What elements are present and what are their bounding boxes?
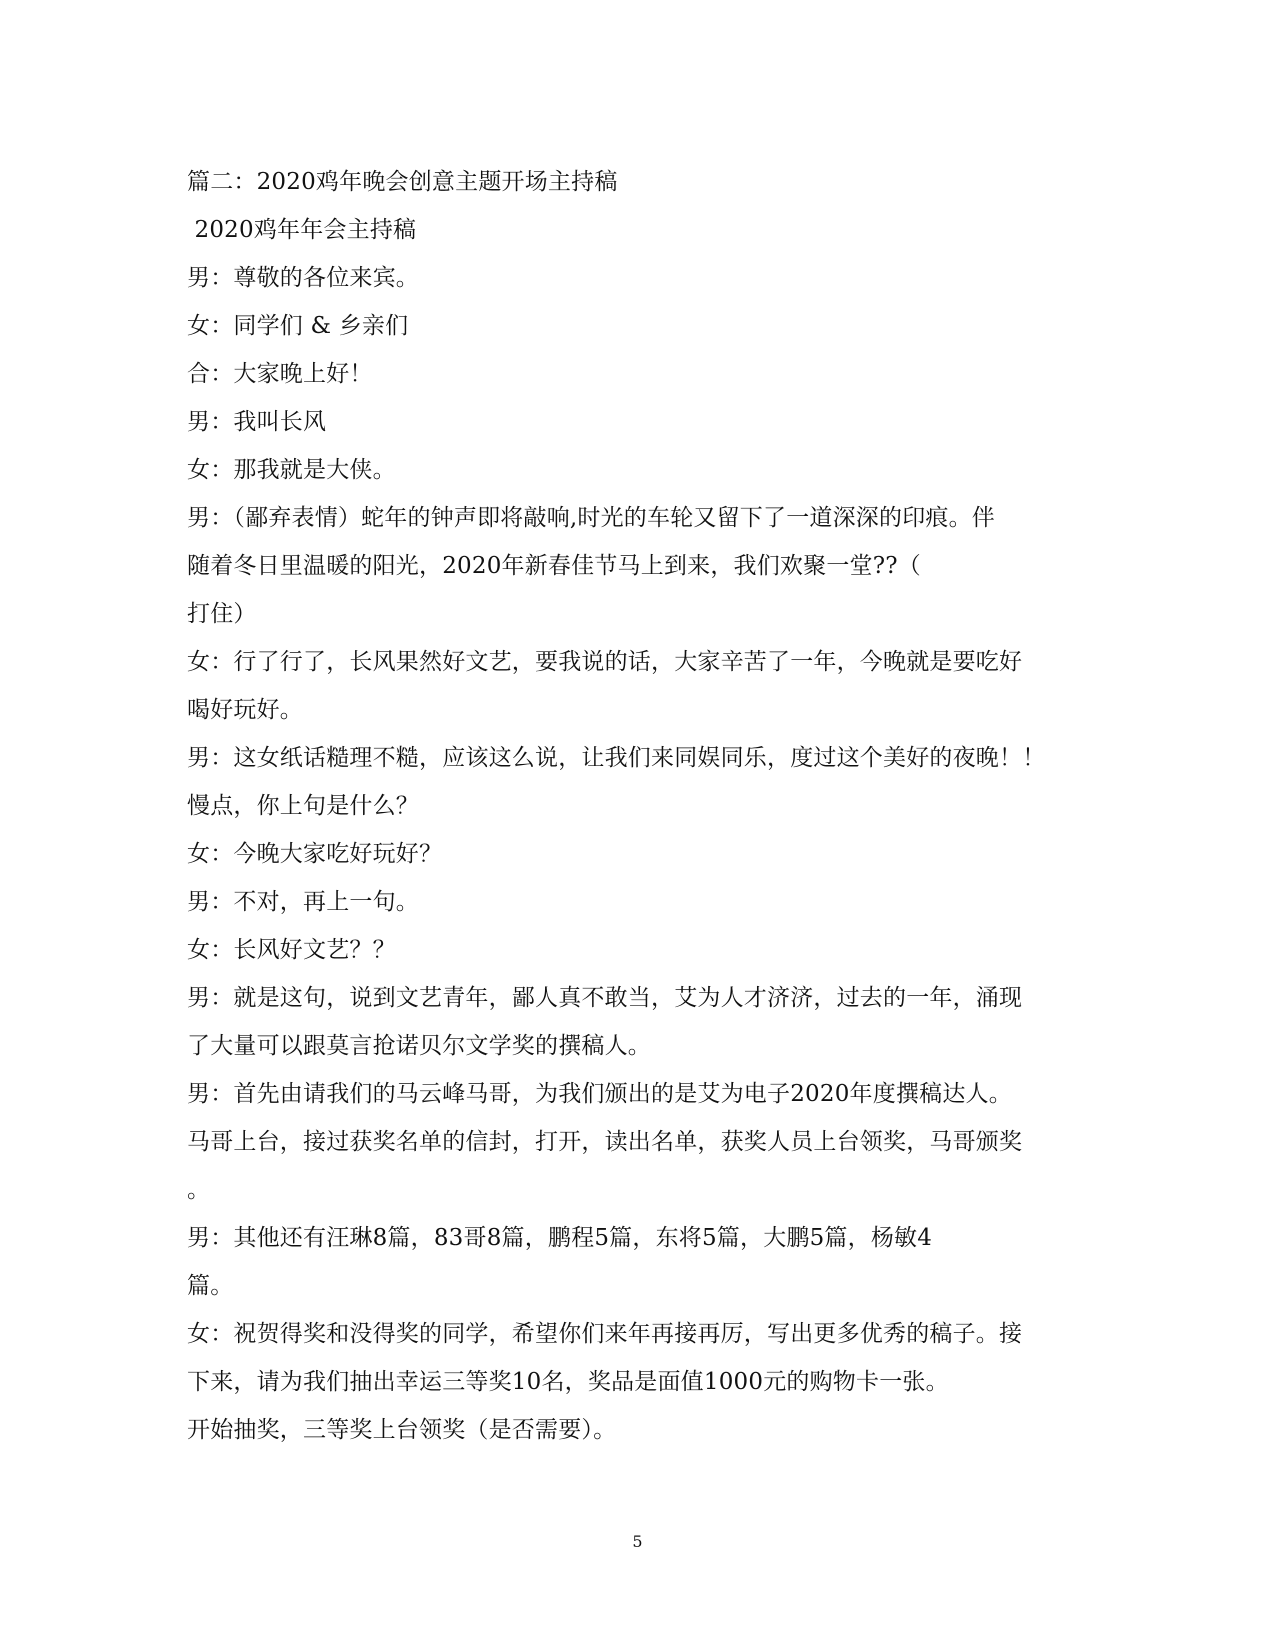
text-line: 下来，请为我们抽出幸运三等奖10名，奖品是面值1000元的购物卡一张。 (187, 1369, 949, 1395)
text-line: 男：这女纸话糙理不糙，应该这么说，让我们来同娱同乐，度过这个美好的夜晚！！ (187, 745, 1046, 771)
text-line: 男：就是这句，说到文艺青年，鄙人真不敢当，艾为人才济济，过去的一年，涌现 (187, 985, 1023, 1011)
page-number: 5 (632, 1532, 643, 1551)
text-line: 马哥上台，接过获奖名单的信封，打开，读出名单，获奖人员上台领奖，马哥颁奖 (187, 1129, 1023, 1155)
text-line: 男：其他还有汪琳8篇，83哥8篇，鹏程5篇，东将5篇，大鹏5篇，杨敏4 (187, 1225, 933, 1251)
subtitle: 2020鸡年年会主持稿 (187, 217, 417, 243)
text-line: 男：尊敬的各位来宾。 (187, 265, 419, 291)
text-line: 女：今晚大家吃好玩好？ (187, 841, 443, 867)
text-line: 打住） (187, 601, 257, 627)
document-body (187, 158, 1087, 1454)
text-line: 女：那我就是大侠。 (187, 457, 396, 483)
text-line: 慢点，你上句是什么？ (187, 793, 419, 819)
text-line: 。 (187, 1177, 211, 1203)
text-line: 篇。 (187, 1273, 234, 1299)
text-line: 合：大家晚上好！ (187, 361, 373, 387)
text-line: 男：（鄙弃表情）蛇年的钟声即将敲响,时光的车轮又留下了一道深深的印痕。伴 (187, 505, 996, 531)
text-line: 女：长风好文艺？？ (187, 937, 396, 963)
text-line: 女：祝贺得奖和没得奖的同学，希望你们来年再接再厉，写出更多优秀的稿子。接 (187, 1321, 1023, 1347)
text-line: 开始抽奖，三等奖上台领奖（是否需要）。 (187, 1417, 617, 1443)
section-title: 篇二：2020鸡年晚会创意主题开场主持稿 (187, 169, 618, 195)
text-line: 随着冬日里温暖的阳光，2020年新春佳节马上到来，我们欢聚一堂??（ (187, 553, 921, 579)
text-line: 喝好玩好。 (187, 697, 303, 723)
text-line: 男：不对，再上一句。 (187, 889, 419, 915)
text-line: 男：首先由请我们的马云峰马哥，为我们颁出的是艾为电子2020年度撰稿达人。 (187, 1081, 1012, 1107)
text-line: 了大量可以跟莫言抢诺贝尔文学奖的撰稿人。 (187, 1033, 651, 1059)
text-line: 女：行了行了，长风果然好文艺，要我说的话，大家辛苦了一年，今晚就是要吃好 (187, 649, 1023, 675)
text-line: 女：同学们 & 乡亲们 (187, 313, 409, 339)
text-line: 男：我叫长风 (187, 409, 327, 435)
